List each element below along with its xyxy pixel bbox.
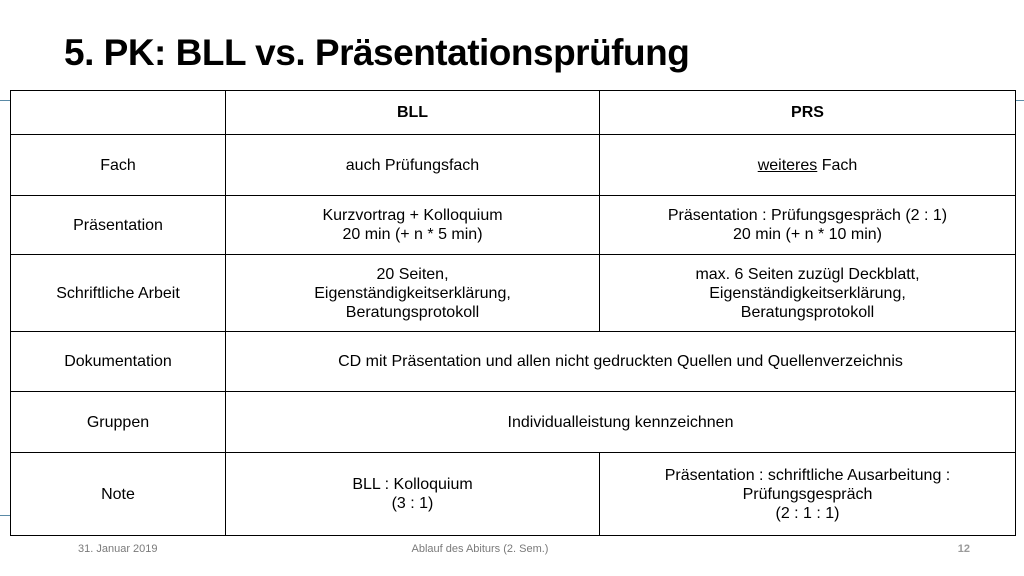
cell-line: Beratungsprotokoll bbox=[345, 303, 480, 321]
row-label-schriftlich: Schriftliche Arbeit bbox=[11, 255, 226, 332]
header-corner-cell bbox=[11, 91, 226, 135]
cell-fach-prs bbox=[600, 135, 1016, 196]
footer-date: 31. Januar 2019 bbox=[78, 543, 158, 555]
cell-note-prs bbox=[600, 453, 1016, 536]
cell-line: 20 min (+ n * 10 min) bbox=[733, 226, 882, 243]
left-lower-accent-rule bbox=[0, 515, 10, 516]
left-accent-rule bbox=[0, 100, 10, 101]
cell-line: 20 Seiten, bbox=[376, 265, 449, 283]
row-label-dokumentation: Dokumentation bbox=[11, 332, 226, 392]
row-label-note: Note bbox=[11, 453, 226, 536]
slide-title: 5. PK: BLL vs. Präsentationsprüfung bbox=[64, 32, 690, 73]
cell-fach-bll: auch Prüfungsfach bbox=[226, 135, 600, 196]
table-row-dokumentation bbox=[11, 332, 1016, 392]
cell-line: max. 6 Seiten zuzügl Deckblatt, bbox=[695, 265, 920, 283]
footer-page-number: 12 bbox=[957, 543, 970, 555]
cell-schriftlich-prs bbox=[600, 255, 1016, 332]
row-label-praesentation: Präsentation bbox=[11, 196, 226, 255]
comparison-table bbox=[10, 90, 1016, 536]
cell-line: Präsentation : Prüfungsgespräch (2 : 1) bbox=[667, 207, 948, 224]
cell-line: Kurzvortrag + Kolloquium bbox=[322, 207, 503, 224]
cell-line: (2 : 1 : 1) bbox=[775, 504, 840, 522]
header-bll: BLL bbox=[226, 91, 600, 135]
table-row-gruppen bbox=[11, 392, 1016, 453]
underlined-text: weiteres bbox=[757, 156, 818, 174]
table-row-fach bbox=[11, 135, 1016, 196]
cell-praesentation-bll bbox=[226, 196, 600, 255]
cell-line: (3 : 1) bbox=[391, 495, 434, 512]
cell-line: Präsentation : schriftliche Ausarbeitung : bbox=[664, 466, 951, 484]
table-row-note bbox=[11, 453, 1016, 536]
cell-line: Eigenständigkeitserklärung, bbox=[314, 284, 511, 302]
table-row-schriftlich bbox=[11, 255, 1016, 332]
cell-dokumentation-merged: CD mit Präsentation und allen nicht gedruckten Quellen und Quellenverzeichnis bbox=[226, 332, 1016, 392]
table-header-row bbox=[11, 91, 1016, 135]
cell-note-bll bbox=[226, 453, 600, 536]
footer-title: Ablauf des Abiturs (2. Sem.) bbox=[411, 543, 549, 555]
cell-line: 20 min (+ n * 5 min) bbox=[342, 226, 483, 243]
cell-praesentation-prs bbox=[600, 196, 1016, 255]
cell-schriftlich-bll bbox=[226, 255, 600, 332]
cell-line: Prüfungsgespräch bbox=[742, 485, 873, 503]
right-accent-rule bbox=[1015, 100, 1024, 101]
cell-line: BLL : Kolloquium bbox=[352, 476, 473, 493]
header-prs: PRS bbox=[600, 91, 1016, 135]
cell-gruppen-merged: Individualleistung kennzeichnen bbox=[226, 392, 1016, 453]
cell-text: Fach bbox=[817, 156, 858, 174]
cell-line: Eigenständigkeitserklärung, bbox=[709, 284, 906, 302]
row-label-fach: Fach bbox=[11, 135, 226, 196]
row-label-gruppen: Gruppen bbox=[11, 392, 226, 453]
cell-line: Beratungsprotokoll bbox=[740, 303, 875, 321]
table-row-praesentation bbox=[11, 196, 1016, 255]
